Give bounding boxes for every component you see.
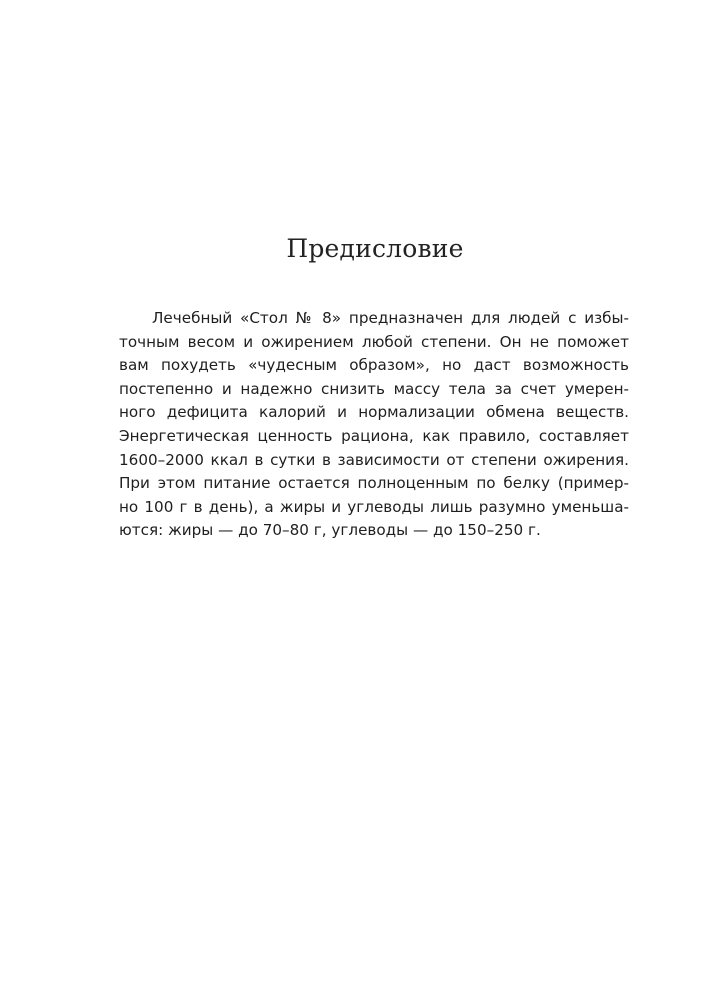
paragraph-line: Лечебный «Стол № 8» предназначен для людей с избы-: [152, 309, 629, 327]
paragraph-line: вам похудеть «чудесным образом», но даст возможность: [119, 356, 629, 375]
paragraph-line: ного дефицита калорий и нормализации обмена веществ.: [119, 403, 629, 422]
preface-paragraph: [119, 307, 629, 543]
paragraph-line: Энергетическая ценность рациона, как правило, составляет: [119, 426, 629, 445]
paragraph-line: постепенно и надежно снизить массу тела за счет умерен-: [119, 379, 629, 398]
paragraph-line: точным весом и ожирением любой степени. Он не поможет: [119, 332, 629, 351]
paragraph-line: но 100 г в день), а жиры и углеводы лишь разумно уменьша-: [119, 497, 629, 516]
page-title: Предисловие: [286, 234, 464, 263]
paragraph-line: ются: жиры — до 70–80 г, углеводы — до 150–250 г.: [119, 521, 541, 540]
paragraph-line: При этом питание остается полноценным по белку (пример-: [119, 474, 629, 493]
paragraph-line: 1600–2000 ккал в сутки в зависимости от степени ожирения.: [119, 450, 629, 469]
